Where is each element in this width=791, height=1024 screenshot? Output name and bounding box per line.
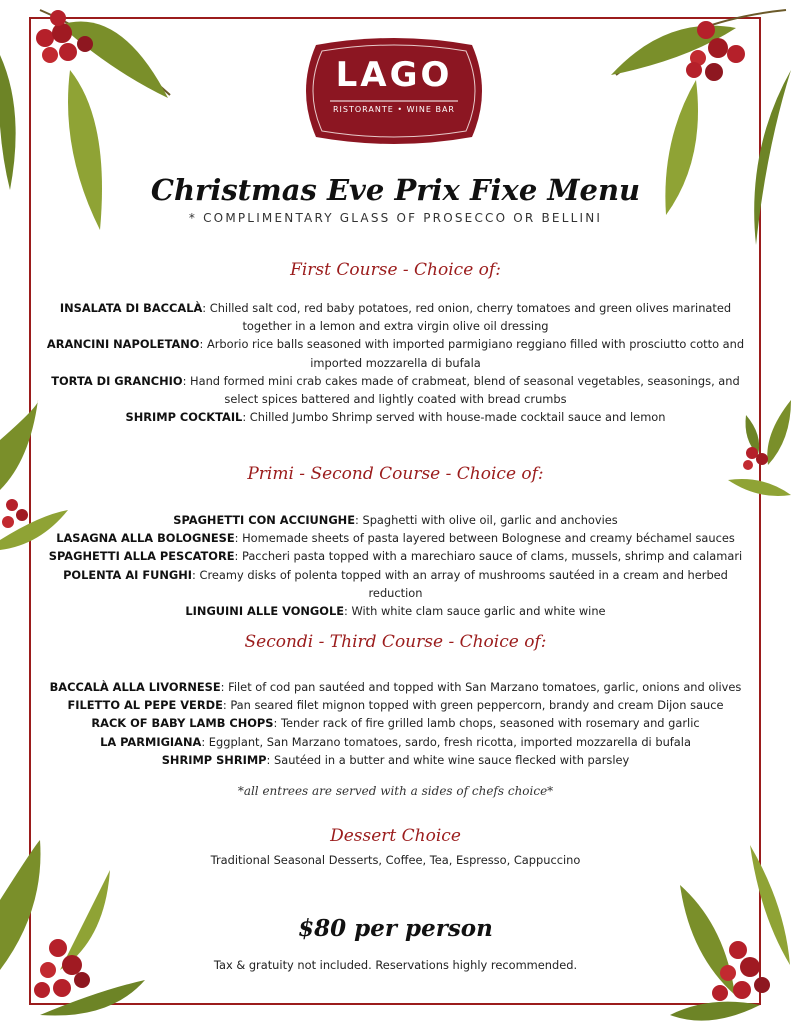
menu-item	[40, 678, 751, 696]
menu-item	[40, 529, 751, 547]
menu-item-desc: : Pan seared filet mignon topped with green peppercorn, brandy and cream Dijon sauce	[222, 698, 724, 713]
entree-note: *all entrees are served with a sides of chefs choice*	[237, 784, 554, 798]
menu-item-name: INSALATA DI BACCALÀ	[59, 301, 203, 315]
menu-subtitle: * COMPLIMENTARY GLASS OF PROSECCO OR BELLINI	[188, 211, 603, 225]
restaurant-logo	[296, 37, 492, 145]
menu-title: Christmas Eve Prix Fixe Menu	[150, 173, 641, 207]
second-course-list	[40, 511, 751, 620]
second-course-heading: Primi - Second Course - Choice of:	[247, 464, 544, 484]
menu-item	[40, 714, 751, 732]
menu-item-desc: : Tender rack of fire grilled lamb chops, seasoned with rosemary and garlic	[273, 716, 700, 731]
menu-item	[40, 335, 751, 371]
menu-item-desc: : Creamy disks of polenta topped with an array of mushrooms sautéed in a cream and herbed reduction	[192, 567, 728, 600]
menu-item-desc: : Hand formed mini crab cakes made of crabmeat, blend of seasonal vegetables, seasonings, and select spices battered and lightly coated with bread crumbs	[182, 373, 740, 407]
menu-item-name: RACK OF BABY LAMB CHOPS	[91, 716, 274, 731]
menu-item-desc: : Arborio rice balls seasoned with imported parmigiano reggiano filled with prosciutto cotto and imported mozzarella di bufala	[199, 337, 745, 370]
menu-item-desc: : Sautéed in a butter and white wine sauce flecked with parsley	[266, 752, 630, 767]
menu-item	[40, 372, 751, 408]
menu-item	[40, 602, 751, 620]
logo-tagline: RISTORANTE • WINE BAR	[333, 105, 455, 114]
menu-item	[40, 408, 751, 426]
dessert-heading: Dessert Choice	[330, 826, 461, 846]
menu-item-name: SPAGHETTI CON ACCIUNGHE	[173, 513, 355, 527]
menu-item	[40, 299, 751, 335]
menu-item-name: ARANCINI NAPOLETANO	[46, 337, 200, 352]
first-course-heading: First Course - Choice of:	[290, 260, 501, 280]
menu-item	[40, 547, 751, 565]
menu-item-name: LINGUINI ALLE VONGOLE	[185, 604, 345, 619]
menu-item	[40, 751, 751, 769]
menu-item-name: LA PARMIGIANA	[100, 734, 202, 749]
menu-item-desc: : With white clam sauce garlic and white wine	[344, 604, 606, 619]
dessert-text: Traditional Seasonal Desserts, Coffee, Tea, Espresso, Cappuccino	[210, 853, 581, 867]
logo-name: LAGO	[335, 55, 453, 95]
menu-item-desc: : Filet of cod pan sautéed and topped with San Marzano tomatoes, garlic, onions and olives	[220, 680, 742, 694]
menu-item-name: FILETTO AL PEPE VERDE	[67, 698, 223, 713]
menu-item-name: TORTA DI GRANCHIO	[51, 373, 183, 388]
menu-item-desc: : Chilled Jumbo Shrimp served with house-made cocktail sauce and lemon	[242, 410, 666, 425]
menu-item-name: LASAGNA ALLA BOLOGNESE	[56, 531, 235, 546]
price: $80 per person	[298, 915, 493, 942]
footer-note: Tax & gratuity not included. Reservations highly recommended.	[213, 958, 578, 972]
menu-item-desc: : Chilled salt cod, red baby potatoes, red onion, cherry tomatoes and green olives marinated together in a lemon and extra virgin olive oil dressing	[202, 301, 732, 334]
menu-item	[40, 511, 751, 529]
third-course-heading: Secondi - Third Course - Choice of:	[244, 632, 547, 652]
menu-item-desc: : Paccheri pasta topped with a marechiaro sauce of clams, mussels, shrimp and calamari	[234, 549, 743, 564]
menu-item	[40, 733, 751, 751]
menu-item-desc: : Homemade sheets of pasta layered between Bolognese and creamy béchamel sauces	[234, 531, 735, 546]
menu-item-desc: : Eggplant, San Marzano tomatoes, sardo, fresh ricotta, imported mozzarella di bufala	[201, 734, 691, 749]
menu-item-name: SHRIMP COCKTAIL	[125, 410, 243, 425]
menu-item-name: SPAGHETTI ALLA PESCATORE	[48, 549, 235, 564]
menu-item	[40, 566, 751, 602]
menu-item-name: SHRIMP SHRIMP	[161, 752, 267, 767]
first-course-list	[40, 299, 751, 426]
menu-item	[40, 696, 751, 714]
menu-item-desc: : Spaghetti with olive oil, garlic and anchovies	[355, 513, 618, 527]
third-course-list	[40, 678, 751, 769]
menu-item-name: POLENTA AI FUNGHI	[63, 567, 193, 582]
menu-item-name: BACCALÀ ALLA LIVORNESE	[49, 680, 221, 694]
